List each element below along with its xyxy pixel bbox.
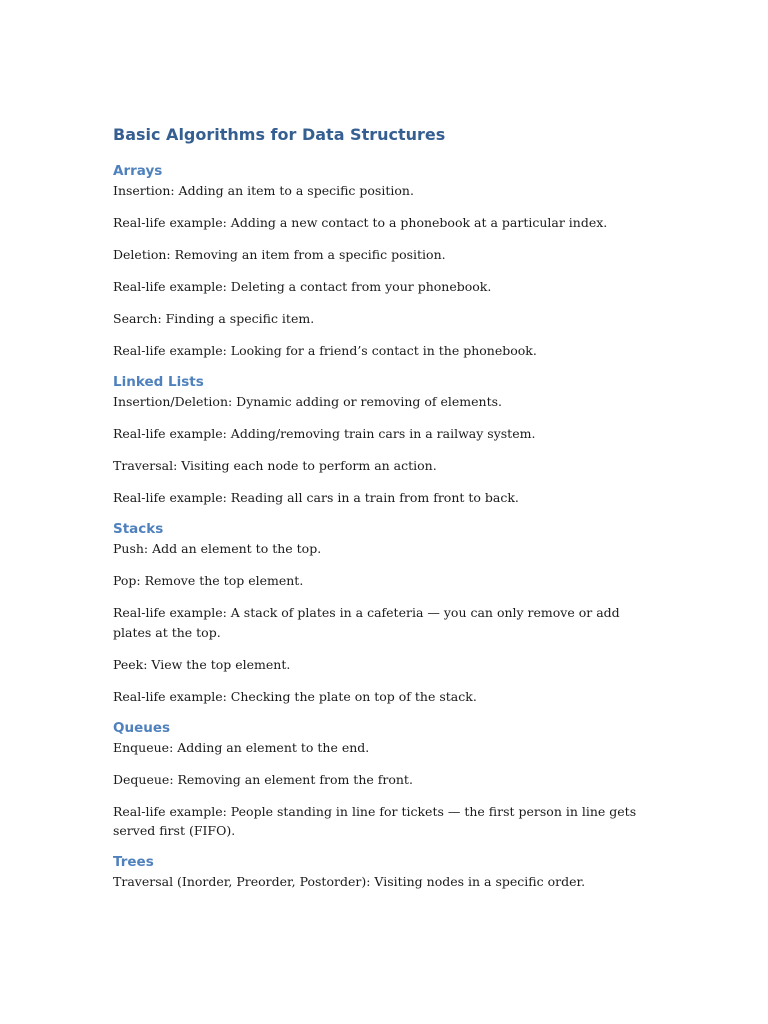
paragraph: Real-life example: People standing in line for tickets — the first person in line gets served first (FIFO). bbox=[113, 803, 637, 838]
section-linked-lists bbox=[113, 373, 658, 508]
section-heading-arrays: Arrays bbox=[113, 163, 163, 179]
paragraph: Dequeue: Removing an element from the front. bbox=[113, 771, 413, 787]
section-trees bbox=[113, 853, 658, 892]
section-heading-trees: Trees bbox=[113, 854, 154, 870]
paragraph: Real-life example: Reading all cars in a train from front to back. bbox=[113, 490, 519, 505]
paragraph: Real-life example: Looking for a friend’s contact in the phonebook. bbox=[113, 343, 537, 358]
section-heading-queues: Queues bbox=[113, 719, 171, 736]
paragraph: Traversal: Visiting each node to perform an action. bbox=[113, 458, 437, 473]
paragraph: Insertion/Deletion: Dynamic adding or removing of elements. bbox=[113, 394, 503, 409]
section-stacks bbox=[113, 520, 658, 706]
paragraph: Peek: View the top element. bbox=[113, 656, 291, 672]
document-page bbox=[113, 124, 658, 904]
paragraph: Real-life example: Deleting a contact from your phonebook. bbox=[113, 279, 492, 294]
section-heading-stacks: Stacks bbox=[113, 521, 164, 537]
paragraph: Real-life example: Adding a new contact to a phonebook at a particular index. bbox=[113, 215, 608, 230]
document-title: Basic Algorithms for Data Structures bbox=[113, 125, 446, 144]
section-arrays bbox=[113, 162, 658, 361]
paragraph: Insertion: Adding an item to a specific position. bbox=[113, 183, 414, 198]
paragraph: Traversal (Inorder, Preorder, Postorder): Visiting nodes in a specific order. bbox=[113, 874, 586, 889]
section-queues bbox=[113, 719, 658, 841]
paragraph: Search: Finding a specific item. bbox=[113, 311, 315, 326]
section-heading-linked-lists: Linked Lists bbox=[113, 374, 204, 390]
paragraph: Push: Add an element to the top. bbox=[113, 541, 322, 556]
paragraph: Real-life example: A stack of plates in a cafeteria — you can only remove or add plates at the top. bbox=[113, 605, 620, 640]
paragraph: Deletion: Removing an item from a specific position. bbox=[113, 247, 446, 262]
paragraph: Pop: Remove the top element. bbox=[113, 573, 304, 588]
paragraph: Real-life example: Adding/removing train cars in a railway system. bbox=[113, 426, 536, 441]
paragraph: Real-life example: Checking the plate on top of the stack. bbox=[113, 688, 477, 704]
paragraph: Enqueue: Adding an element to the end. bbox=[113, 739, 370, 755]
